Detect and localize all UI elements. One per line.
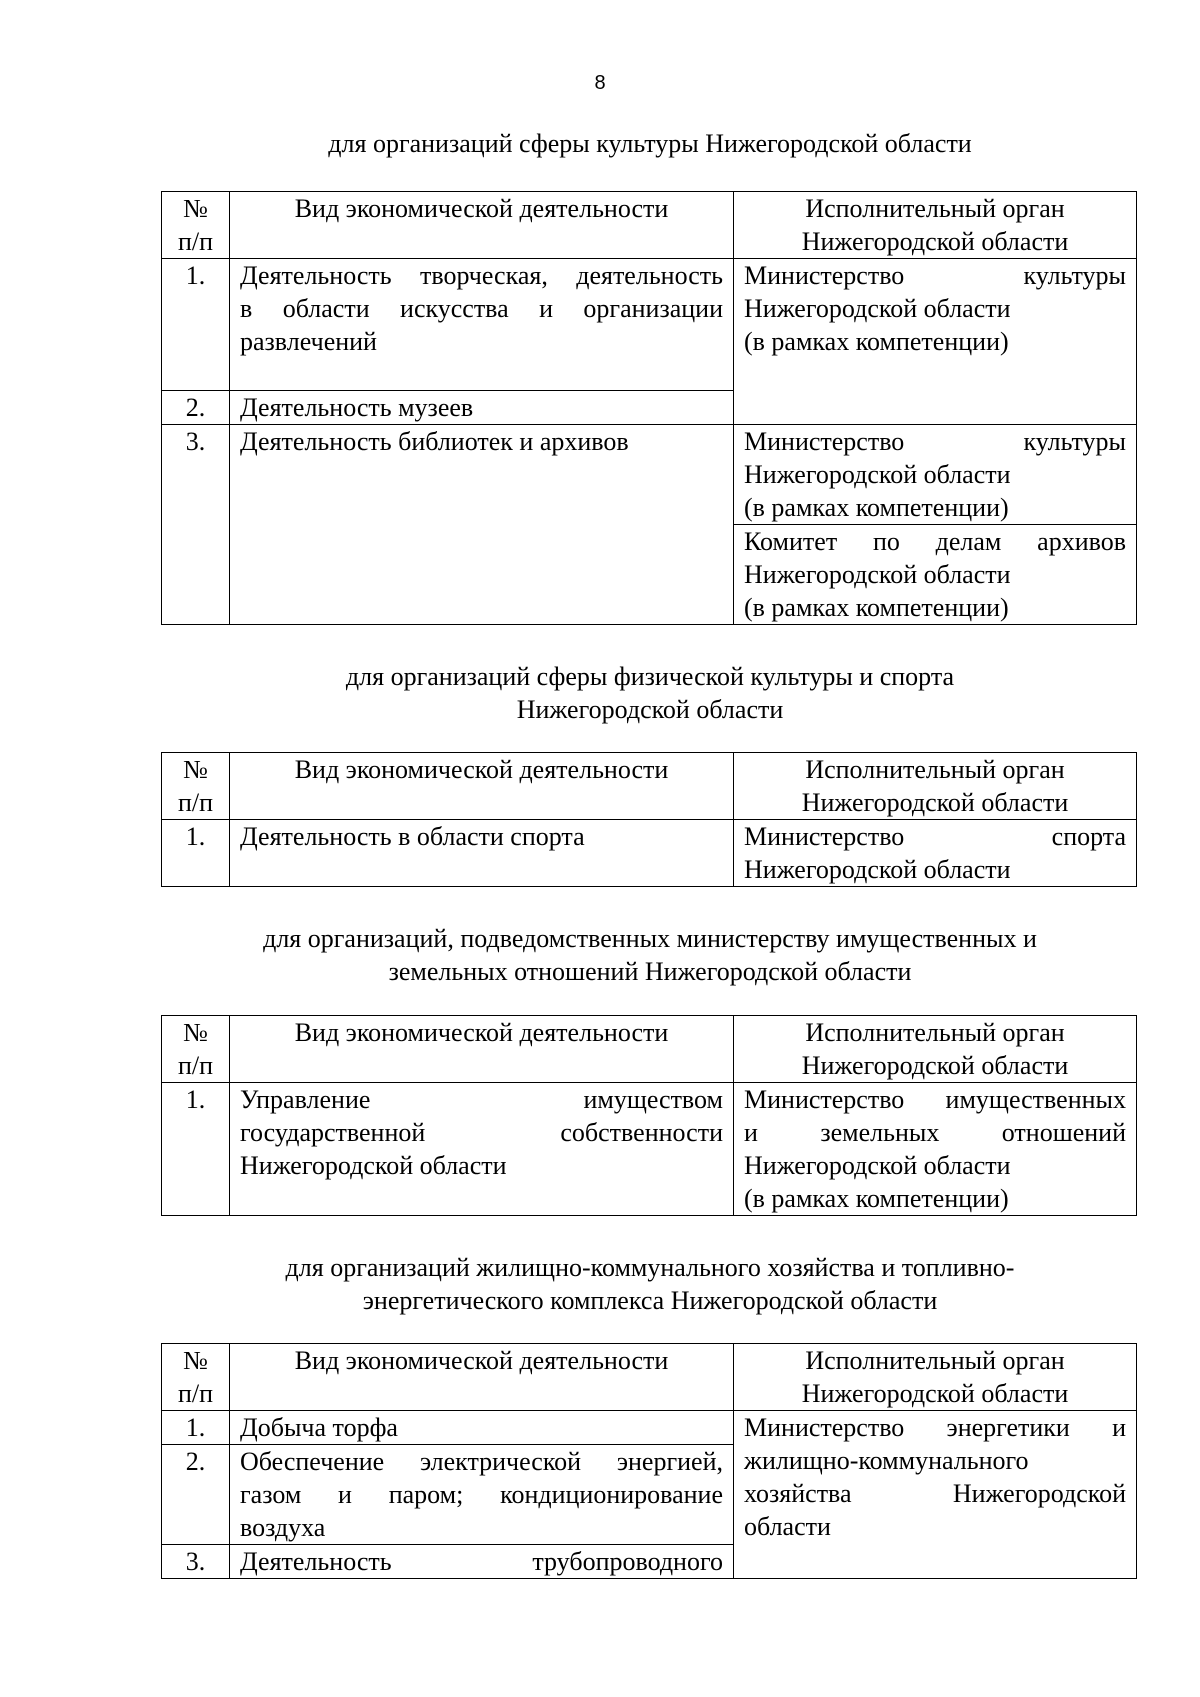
table-row bbox=[162, 1411, 1137, 1445]
table-row bbox=[162, 259, 1137, 391]
row-number: 3. bbox=[162, 1545, 230, 1579]
organ-cell: Министерство спорта Нижегородской области bbox=[734, 820, 1137, 887]
activity-cell: Добыча торфа bbox=[230, 1411, 734, 1445]
table-header-row bbox=[162, 1016, 1137, 1083]
row-number: 1. bbox=[162, 1083, 230, 1216]
row-number: 3. bbox=[162, 425, 230, 625]
section-culture-heading: для организаций сферы культуры Нижегородской области bbox=[328, 129, 972, 158]
sport-table bbox=[161, 752, 1137, 887]
activity-cell: Деятельность трубопроводного bbox=[230, 1545, 734, 1579]
page-number: 8 bbox=[594, 72, 606, 94]
property-table bbox=[161, 1015, 1137, 1216]
table-row bbox=[162, 1083, 1137, 1216]
organ-cell: Министерство имущественных и земельных отношений Нижегородской области (в рамках компетенции) bbox=[734, 1083, 1137, 1216]
organ-cell: Министерство энергетики и жилищно-коммунального хозяйства Нижегородской области bbox=[734, 1411, 1137, 1579]
activity-cell: Деятельность творческая, деятельность в области искусства и организации развлечений bbox=[230, 259, 734, 391]
row-number: 2. bbox=[162, 1445, 230, 1545]
section-sport-heading: для организаций сферы физической культуры и спорта Нижегородской области bbox=[345, 662, 955, 724]
table-row bbox=[162, 425, 1137, 525]
num-header: № п/п bbox=[162, 1344, 230, 1411]
activity-cell: Управление имуществом государственной собственности Нижегородской области bbox=[230, 1083, 734, 1216]
num-header: № п/п bbox=[162, 1016, 230, 1083]
culture-table bbox=[161, 191, 1137, 625]
activity-cell: Деятельность музеев bbox=[230, 391, 734, 425]
organ-header: Исполнительный орган Нижегородской области bbox=[734, 192, 1137, 259]
table-row bbox=[162, 820, 1137, 887]
table-header-row bbox=[162, 753, 1137, 820]
organ-header: Исполнительный орган Нижегородской области bbox=[734, 1016, 1137, 1083]
organ-header: Исполнительный орган Нижегородской области bbox=[734, 1344, 1137, 1411]
section-housing-heading: для организаций жилищно-коммунального хозяйства и топливно- энергетического комплекса Нижегородской области bbox=[285, 1253, 1015, 1315]
organ-cell: Комитет по делам архивов Нижегородской области (в рамках компетенции) bbox=[734, 525, 1137, 625]
organ-cell: Министерство культуры Нижегородской области (в рамках компетенции) bbox=[734, 259, 1137, 425]
row-number: 1. bbox=[162, 1411, 230, 1445]
table-header-row bbox=[162, 1344, 1137, 1411]
activity-header: Вид экономической деятельности bbox=[230, 192, 734, 259]
num-header: № п/п bbox=[162, 753, 230, 820]
row-number: 2. bbox=[162, 391, 230, 425]
activity-cell: Деятельность библиотек и архивов bbox=[230, 425, 734, 625]
activity-cell: Деятельность в области спорта bbox=[230, 820, 734, 887]
activity-header: Вид экономической деятельности bbox=[230, 1016, 734, 1083]
section-property-heading: для организаций, подведомственных министерству имущественных и земельных отношений Нижегородской области bbox=[263, 924, 1037, 986]
activity-header: Вид экономической деятельности bbox=[230, 1344, 734, 1411]
table-header-row bbox=[162, 192, 1137, 259]
row-number: 1. bbox=[162, 259, 230, 391]
organ-cell: Министерство культуры Нижегородской области (в рамках компетенции) bbox=[734, 425, 1137, 525]
num-header: № п/п bbox=[162, 192, 230, 259]
organ-header: Исполнительный орган Нижегородской области bbox=[734, 753, 1137, 820]
activity-cell: Обеспечение электрической энергией, газом и паром; кондиционирование воздуха bbox=[230, 1445, 734, 1545]
activity-header: Вид экономической деятельности bbox=[230, 753, 734, 820]
row-number: 1. bbox=[162, 820, 230, 887]
housing-table bbox=[161, 1343, 1137, 1579]
